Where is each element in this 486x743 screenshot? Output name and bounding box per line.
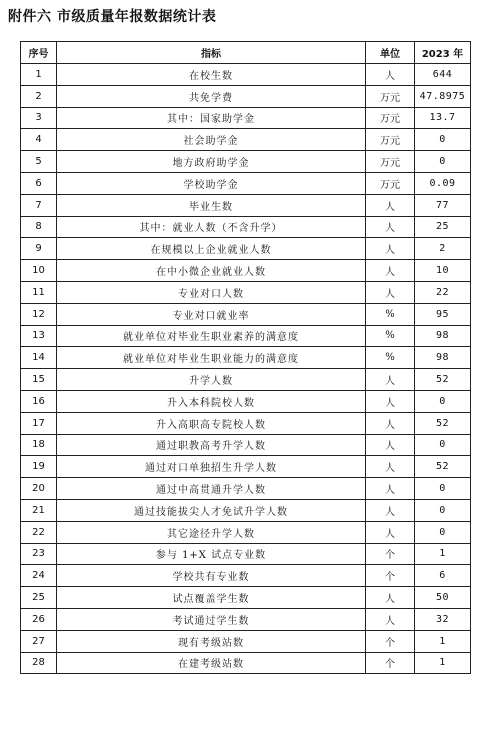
unit-cell: 人 <box>366 521 415 543</box>
indicator-cell: 共免学费 <box>57 85 366 107</box>
value-cell: 0 <box>415 499 471 521</box>
unit-cell: 人 <box>366 281 415 303</box>
indicator-cell: 升学人数 <box>57 369 366 391</box>
unit-cell: 万元 <box>366 107 415 129</box>
value-cell: 50 <box>415 587 471 609</box>
table-row <box>21 238 471 260</box>
row-number: 17 <box>21 412 57 434</box>
unit-cell: 万元 <box>366 85 415 107</box>
value-cell: 25 <box>415 216 471 238</box>
value-cell: 0.09 <box>415 172 471 194</box>
value-cell: 13.7 <box>415 107 471 129</box>
value-cell: 52 <box>415 456 471 478</box>
row-number: 13 <box>21 325 57 347</box>
unit-cell: 人 <box>366 216 415 238</box>
table-row <box>21 369 471 391</box>
table-row <box>21 499 471 521</box>
unit-cell: 万元 <box>366 172 415 194</box>
value-cell: 0 <box>415 521 471 543</box>
indicator-cell: 通过中高贯通升学人数 <box>57 478 366 500</box>
value-cell: 1 <box>415 630 471 652</box>
row-number: 3 <box>21 107 57 129</box>
indicator-cell: 在校生数 <box>57 64 366 86</box>
table-row <box>21 587 471 609</box>
indicator-cell: 考试通过学生数 <box>57 608 366 630</box>
indicator-cell: 现有考级站数 <box>57 630 366 652</box>
unit-cell: 万元 <box>366 151 415 173</box>
table-row <box>21 543 471 565</box>
table-row <box>21 565 471 587</box>
indicator-cell: 学校助学金 <box>57 172 366 194</box>
table-body <box>21 64 471 674</box>
row-number: 2 <box>21 85 57 107</box>
table-row <box>21 630 471 652</box>
table-row <box>21 456 471 478</box>
row-number: 27 <box>21 630 57 652</box>
value-cell: 77 <box>415 194 471 216</box>
row-number: 4 <box>21 129 57 151</box>
row-number: 23 <box>21 543 57 565</box>
unit-cell: 人 <box>366 456 415 478</box>
unit-cell: 人 <box>366 434 415 456</box>
row-number: 1 <box>21 64 57 86</box>
table-row <box>21 412 471 434</box>
table-row <box>21 390 471 412</box>
row-number: 26 <box>21 608 57 630</box>
indicator-cell: 通过职教高考升学人数 <box>57 434 366 456</box>
value-cell: 6 <box>415 565 471 587</box>
unit-cell: 个 <box>366 565 415 587</box>
value-cell: 47.8975 <box>415 85 471 107</box>
value-cell: 52 <box>415 412 471 434</box>
table-row <box>21 608 471 630</box>
header-no: 序号 <box>21 42 57 64</box>
unit-cell: 个 <box>366 543 415 565</box>
indicator-cell: 试点覆盖学生数 <box>57 587 366 609</box>
table-row <box>21 652 471 674</box>
value-cell: 32 <box>415 608 471 630</box>
indicator-cell: 升入高职高专院校人数 <box>57 412 366 434</box>
value-cell: 0 <box>415 151 471 173</box>
table-row <box>21 216 471 238</box>
table-row <box>21 325 471 347</box>
row-number: 25 <box>21 587 57 609</box>
unit-cell: 人 <box>366 390 415 412</box>
header-year: 2023 年 <box>415 42 471 64</box>
table-row <box>21 347 471 369</box>
row-number: 9 <box>21 238 57 260</box>
row-number: 20 <box>21 478 57 500</box>
indicator-cell: 通过对口单独招生升学人数 <box>57 456 366 478</box>
row-number: 15 <box>21 369 57 391</box>
table-row <box>21 521 471 543</box>
unit-cell: 人 <box>366 64 415 86</box>
indicator-cell: 升入本科院校人数 <box>57 390 366 412</box>
row-number: 6 <box>21 172 57 194</box>
value-cell: 98 <box>415 325 471 347</box>
row-number: 24 <box>21 565 57 587</box>
table-row <box>21 172 471 194</box>
unit-cell: % <box>366 303 415 325</box>
indicator-cell: 学校共有专业数 <box>57 565 366 587</box>
value-cell: 0 <box>415 434 471 456</box>
row-number: 19 <box>21 456 57 478</box>
unit-cell: 人 <box>366 260 415 282</box>
unit-cell: 人 <box>366 412 415 434</box>
row-number: 14 <box>21 347 57 369</box>
value-cell: 95 <box>415 303 471 325</box>
unit-cell: % <box>366 325 415 347</box>
table-row <box>21 434 471 456</box>
row-number: 28 <box>21 652 57 674</box>
value-cell: 644 <box>415 64 471 86</box>
indicator-cell: 毕业生数 <box>57 194 366 216</box>
indicator-cell: 专业对口人数 <box>57 281 366 303</box>
unit-cell: 人 <box>366 608 415 630</box>
unit-cell: 人 <box>366 587 415 609</box>
table-row <box>21 194 471 216</box>
indicator-cell: 就业单位对毕业生职业能力的满意度 <box>57 347 366 369</box>
unit-cell: 人 <box>366 369 415 391</box>
indicator-cell: 地方政府助学金 <box>57 151 366 173</box>
indicator-cell: 在规模以上企业就业人数 <box>57 238 366 260</box>
table-row <box>21 64 471 86</box>
value-cell: 2 <box>415 238 471 260</box>
table-row <box>21 151 471 173</box>
value-cell: 52 <box>415 369 471 391</box>
unit-cell: 人 <box>366 194 415 216</box>
table-row <box>21 107 471 129</box>
table-row <box>21 85 471 107</box>
table-header-row <box>21 42 471 64</box>
indicator-cell: 参与 1+X 试点专业数 <box>57 543 366 565</box>
value-cell: 0 <box>415 390 471 412</box>
unit-cell: 人 <box>366 478 415 500</box>
value-cell: 0 <box>415 478 471 500</box>
value-cell: 98 <box>415 347 471 369</box>
row-number: 5 <box>21 151 57 173</box>
row-number: 10 <box>21 260 57 282</box>
value-cell: 1 <box>415 543 471 565</box>
indicator-cell: 在建考级站数 <box>57 652 366 674</box>
indicator-cell: 其中：就业人数（不含升学） <box>57 216 366 238</box>
header-indicator: 指标 <box>57 42 366 64</box>
indicator-cell: 其它途径升学人数 <box>57 521 366 543</box>
value-cell: 1 <box>415 652 471 674</box>
table-row <box>21 260 471 282</box>
unit-cell: 人 <box>366 499 415 521</box>
indicator-cell: 其中：国家助学金 <box>57 107 366 129</box>
unit-cell: 万元 <box>366 129 415 151</box>
unit-cell: 个 <box>366 630 415 652</box>
table-row <box>21 129 471 151</box>
table-row <box>21 303 471 325</box>
row-number: 7 <box>21 194 57 216</box>
row-number: 11 <box>21 281 57 303</box>
unit-cell: 人 <box>366 238 415 260</box>
indicator-cell: 就业单位对毕业生职业素养的满意度 <box>57 325 366 347</box>
value-cell: 22 <box>415 281 471 303</box>
statistics-table <box>20 41 471 674</box>
indicator-cell: 通过技能拔尖人才免试升学人数 <box>57 499 366 521</box>
row-number: 22 <box>21 521 57 543</box>
unit-cell: 个 <box>366 652 415 674</box>
row-number: 21 <box>21 499 57 521</box>
row-number: 8 <box>21 216 57 238</box>
row-number: 16 <box>21 390 57 412</box>
row-number: 18 <box>21 434 57 456</box>
header-unit: 单位 <box>366 42 415 64</box>
indicator-cell: 专业对口就业率 <box>57 303 366 325</box>
unit-cell: % <box>366 347 415 369</box>
value-cell: 10 <box>415 260 471 282</box>
table-row <box>21 478 471 500</box>
indicator-cell: 在中小微企业就业人数 <box>57 260 366 282</box>
indicator-cell: 社会助学金 <box>57 129 366 151</box>
row-number: 12 <box>21 303 57 325</box>
value-cell: 0 <box>415 129 471 151</box>
page-title: 附件六 市级质量年报数据统计表 <box>8 9 217 25</box>
table-row <box>21 281 471 303</box>
